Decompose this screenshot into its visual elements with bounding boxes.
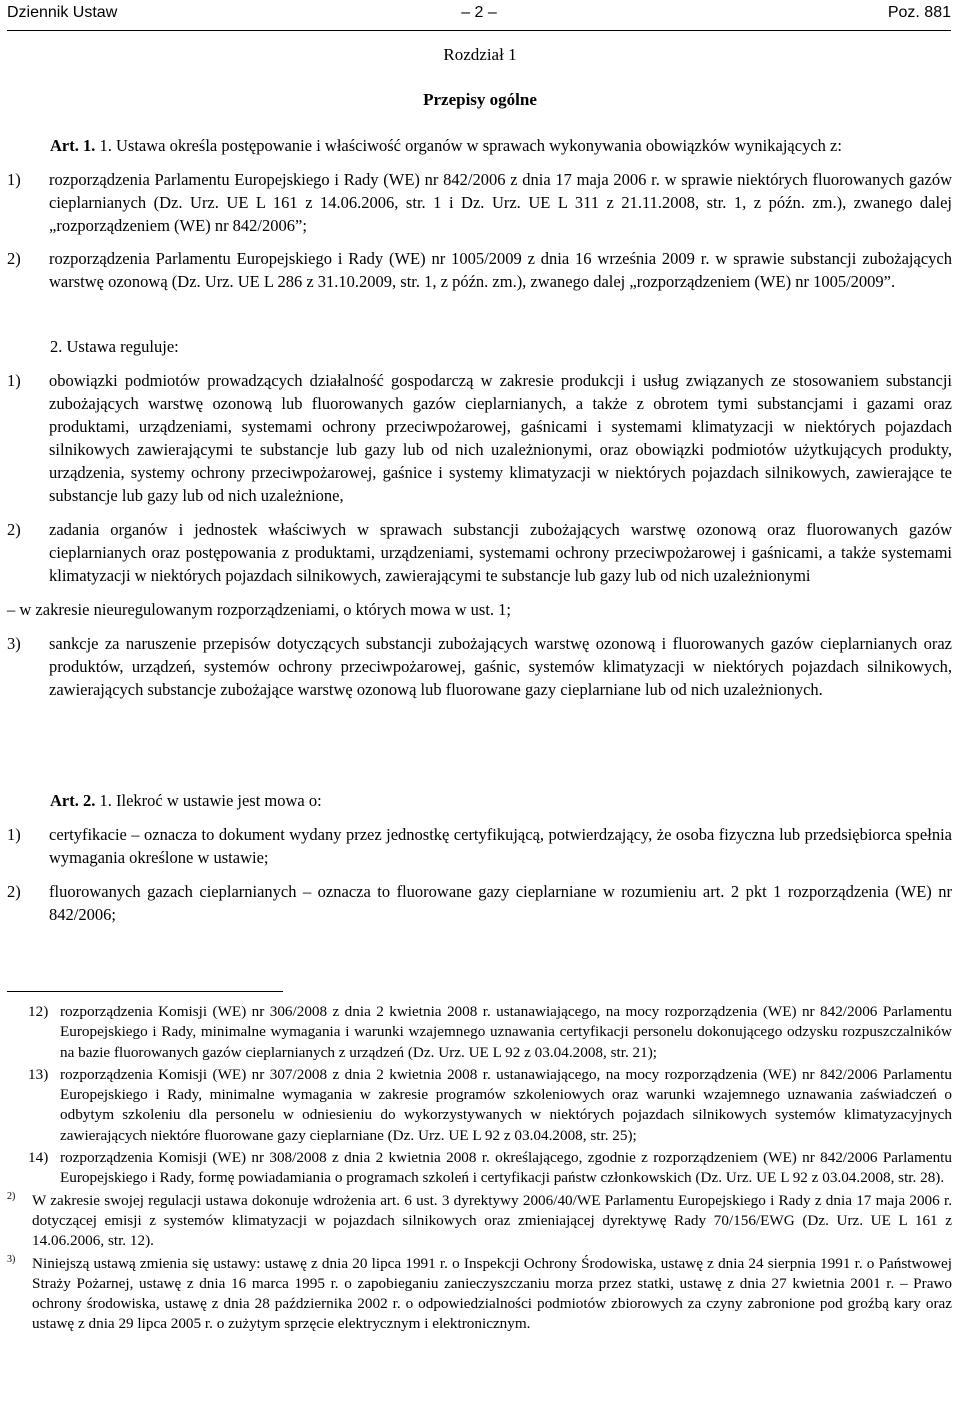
chapter-title: Przepisy ogólne (423, 90, 537, 109)
footnote-text: rozporządzenia Komisji (WE) nr 308/2008 z dnia 2 kwietnia 2008 r. określającego, zgodnie z rozporządzeniem (WE) nr 842/2006 Parlamentu Europejskiego i Rady, formę powiadamiania o programach szkoleń i certyfikacji państw członkowskich (Dz. Urz. UE L 92 z 03.04.2008, str. 28). (60, 1149, 952, 1187)
list-item (7, 247, 952, 293)
list-item (7, 823, 952, 869)
list-item-text: rozporządzenia Parlamentu Europejskiego i Rady (WE) nr 1005/2009 z dnia 16 września 2009 r. w sprawie substancji zubożających warstwę ozonową (Dz. Urz. UE L 286 z 31.10.2009, str. 1, z późn. zm.), zwanego dalej „rozporządzeniem (WE) nr 1005/2009”. (49, 249, 952, 291)
footnote-item (7, 1148, 952, 1189)
footnote-text: rozporządzenia Komisji (WE) nr 306/2008 z dnia 2 kwietnia 2008 r. ustanawiającego, na mocy rozporządzenia (WE) nr 842/2006 Parlamentu Europejskiego i Rady, minimalne wymagania i warunki wzajemnego uznawania certyfikacji personelu dokonującego odzysku rozpuszczalników na bazie fluorowanych gazów cieplarnianych z urządzeń (Dz. Urz. UE L 92 z 03.04.2008, str. 21); (60, 1003, 952, 1061)
article-1-label: Art. 1. (50, 136, 96, 155)
list-item (7, 632, 952, 701)
footnote-item (7, 1191, 952, 1252)
list-item (7, 880, 952, 926)
article-2-lead (7, 789, 952, 812)
section-2-lead: 2. Ustawa reguluje: (50, 337, 179, 356)
footnote-text: rozporządzenia Komisji (WE) nr 307/2008 z dnia 2 kwietnia 2008 r. ustanawiającego, na mocy rozporządzenia (WE) nr 842/2006 Parlamentu Europejskiego i Rady, minimalne wymagania w zakresie programów szkoleniowych oraz warunki wzajemnego uznawania zaświadczeń o odbytym szkoleniu dla personelu w odniesieniu do wykorzystywanych w niektórych pojazdach silnikowych systemów klimatyzacyjnych zawierających niektóre fluorowane gazy cieplarniane (Dz. Urz. UE L 92 z 03.04.2008, str. 25); (60, 1065, 952, 1144)
list-item-number: 2) (7, 882, 21, 901)
list-item-text: certyfikacie – oznacza to dokument wydany przez jednostkę certyfikującą, potwierdzający, że osoba fizyczna lub przedsiębiorca spełnia wymagania określone w ustawie; (49, 825, 952, 867)
article-2-lead-text: 1. Ilekroć w ustawie jest mowa o: (95, 791, 322, 810)
footnote-item (7, 1065, 952, 1146)
footnote-number: 12) (28, 1003, 49, 1020)
footnote-divider (7, 991, 283, 992)
article-1-lead-text: 1. Ustawa określa postępowanie i właściwość organów w sprawach wykonywania obowiązków wynikających z: (95, 136, 842, 155)
footnote-text: W zakresie swojej regulacji ustawa dokonuje wdrożenia art. 6 ust. 3 dyrektywy 2006/40/WE Parlamentu Europejskiego i Rady z dnia 17 maja 2006 r. dotyczącej emisji z systemów klimatyzacji w pojazdach silnikowych oraz zmieniającej dyrektywę Rady 70/156/EWG (Dz. Urz. UE L 161 z 14.06.2006, str. 12). (32, 1191, 952, 1250)
list-item (7, 168, 952, 237)
journal-name: Dziennik Ustaw (7, 4, 118, 21)
footnote-item (7, 1254, 952, 1335)
dash-clause: – w zakresie nieuregulowanym rozporządzeniami, o których mowa w ust. 1; (7, 600, 512, 619)
chapter-number: Rozdział 1 (443, 45, 517, 64)
list-item-text: fluorowanych gazach cieplarnianych – oznacza to fluorowane gazy cieplarniane w rozumieniu art. 2 pkt 1 rozporządzenia (WE) nr 842/2006; (49, 882, 952, 924)
list-item-text: sankcje za naruszenie przepisów dotyczących substancji zubożających warstwę ozonową i fluorowanych gazów cieplarnianych oraz produktów, urządzeń, systemów ochrony przeciwpożarowej, gaśnic, systemów klimatyzacji w niektórych pojazdach silnikowych, zawierających substancje zubożające warstwę ozonową lub fluorowane gazy cieplarniane lub od nich uzależnionych. (49, 634, 952, 699)
footnotes (7, 1002, 952, 1337)
footnote-number: 13) (28, 1065, 49, 1083)
list-item-number: 3) (7, 634, 21, 653)
article-2 (7, 789, 952, 926)
footnote-number: 14) (28, 1149, 49, 1167)
page-number: – 2 – (461, 4, 497, 21)
list-item-number: 1) (7, 825, 21, 844)
footnote-superscript: 3) (7, 1253, 16, 1265)
list-item (7, 518, 952, 587)
list-item-number: 2) (7, 249, 21, 268)
list-item-text: obowiązki podmiotów prowadzących działalność gospodarczą w zakresie produkcji i usług związanych ze stosowaniem substancji zubożających warstwę ozonową lub fluorowanych gazów cieplarnianych, a także z obrotem tymi substancjami i gazami oraz produktami, urządzeniami, systemami ochrony przeciwpożarowej, gaśnicami i systemami klimatyzacji w niektórych pojazdach silnikowych zawierającymi te substancje lub gazy lub od nich uzależnionymi, oraz obowiązki podmiotów użytkujących produkty, urządzenia, systemy ochrony przeciwpożarowej, gaśnice i systemy klimatyzacji w niektórych pojazdach silnikowych, zawierające te substancje lub gazy lub od nich uzależnione, (49, 371, 952, 505)
list-item-number: 2) (7, 520, 21, 539)
footnote-item (7, 1002, 952, 1063)
article-1-lead (7, 134, 952, 157)
article-1-section-2 (7, 335, 952, 701)
list-item-number: 1) (7, 371, 21, 390)
footnote-text: Niniejszą ustawą zmienia się ustawy: ustawę z dnia 20 lipca 1991 r. o Inspekcji Ochrony Środowiska, ustawę z dnia 24 sierpnia 1991 r. o Państwowej Straży Pożarnej, ustawę z dnia 16 marca 1995 r. o zapobieganiu zanieczyszczaniu morza przez statki, ustawę z dnia 27 kwietnia 2001 r. – Prawo ochrony środowiska, ustawę z dnia 28 października 2002 r. o odpowiedzialności podmiotów zbiorowych za czyny zabronione pod groźbą kary oraz ustawę z dnia 29 lipca 2005 r. o zużytym sprzęcie elektrycznym i elektronicznym. (32, 1254, 952, 1333)
list-item-text: zadania organów i jednostek właściwych w sprawach substancji zubożających warstwę ozonową oraz fluorowanych gazów cieplarnianych oraz postępowania z produktami, urządzeniami, systemami ochrony przeciwpożarowej i gaśnicami, a także systemami klimatyzacji w niektórych pojazdach silnikowych, zawierającymi te substancje lub gazy lub od nich uzależnionymi (49, 520, 952, 585)
article-2-label: Art. 2. (50, 791, 96, 810)
page-header (7, 2, 951, 31)
list-item-text: rozporządzenia Parlamentu Europejskiego i Rady (WE) nr 842/2006 z dnia 17 maja 2006 r. w sprawie niektórych fluorowanych gazów cieplarnianych (Dz. Urz. UE L 161 z 14.06.2006, str. 1 i Dz. Urz. UE L 311 z 21.11.2008, str. 1, z późn. zm.), zwanego dalej „rozporządzeniem (WE) nr 842/2006”; (49, 170, 952, 235)
footnote-superscript: 2) (7, 1190, 16, 1202)
position-number: Poz. 881 (887, 4, 951, 21)
list-item-number: 1) (7, 170, 21, 189)
article-1 (7, 134, 952, 293)
list-item (7, 369, 952, 507)
